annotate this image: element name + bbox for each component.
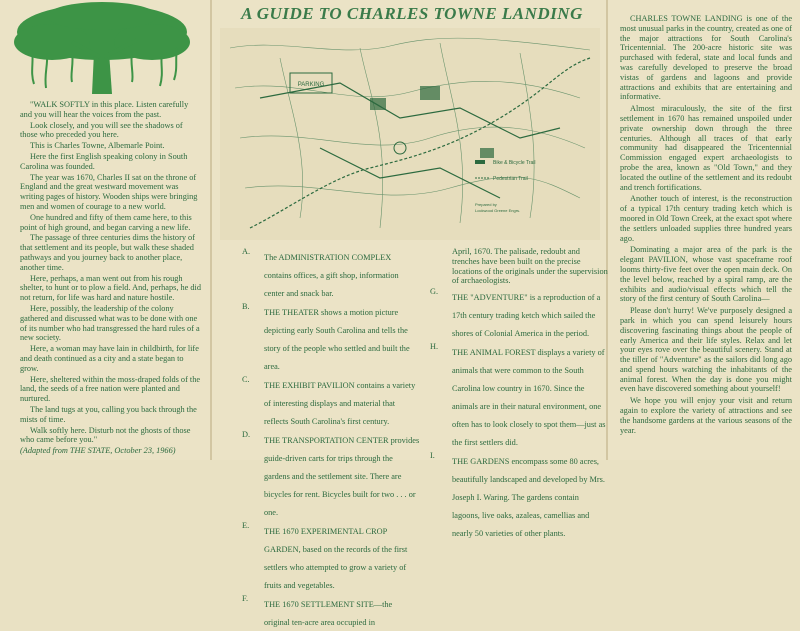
- right-panel: [608, 0, 800, 460]
- left-paragraph: Here, sheltered within the moss-draped folds of the land, the seeds of a free nation were planted and nurtured.: [20, 374, 201, 404]
- right-paragraph: We hope you will enjoy your visit and return again to explore the variety of attractions and see the handsome gardens at the various seasons of the year.: [620, 396, 792, 435]
- left-paragraph: The land tugs at you, calling you back through the mists of time.: [20, 404, 197, 424]
- item-text: The ADMINISTRATION COMPLEX contains offices, a gift shop, information center and snack bar.: [264, 253, 399, 298]
- oak-tree-icon: [12, 2, 192, 94]
- guide-title: A GUIDE TO CHARLES TOWNE LANDING: [241, 4, 583, 23]
- list-item: [430, 451, 608, 541]
- list-item: [242, 375, 420, 429]
- item-letter: F.: [242, 594, 249, 603]
- item-text: THE TRANSPORTATION CENTER provides guide-driven carts for trips through the gardens and the settlement site. There are bicycles for rent. Bicycles built for two . . . or one.: [264, 436, 420, 517]
- list-item: [242, 247, 420, 301]
- item-letter: C.: [242, 375, 250, 384]
- item-continuation: April, 1670. The palisade, redoubt and trenches have been built on the precise locations of the originals under the supervision of archaeologists.: [452, 247, 608, 286]
- item-letter: E.: [242, 521, 250, 530]
- left-text: [20, 100, 202, 456]
- left-paragraph: Here the first English speaking colony in South Carolina was founded.: [20, 151, 188, 171]
- left-panel: [0, 0, 210, 460]
- right-paragraph: Another touch of interest, is the reconstruction of a typical 17th century trading ketch which is moored in Old Town Creek, at the exact spot where the settlers unloaded supplies three hundred years ago.: [620, 194, 792, 243]
- left-paragraph: One hundred and fifty of them came here, to this point of high ground, and began carving a new life.: [20, 212, 192, 232]
- park-map: [220, 28, 600, 240]
- item-letter: B.: [242, 302, 250, 311]
- list-item: [242, 430, 420, 520]
- left-paragraph: Here, possibly, the leadership of the colony gathered and discussed what was to be done with one of its number who had transgressed the hard rules of a new society.: [20, 303, 200, 343]
- item-text: THE EXHIBIT PAVILION contains a variety of interesting displays and material that reflects South Carolina's first century.: [264, 381, 416, 426]
- right-paragraph: CHARLES TOWNE LANDING is one of the most unusual parks in the country, created as one of the major attractions for South Carolina's Tricentennial. The 200-acre historic site was purchased with federal, state and local funds and was carefully developed to preserve the broad vistas of gardens and lagoons and provide attractions and exhibits that are entertaining and informative.: [620, 14, 792, 102]
- left-paragraph: Look closely, and you will see the shadows of those who preceded you here.: [20, 120, 183, 140]
- item-text: THE ANIMAL FOREST displays a variety of animals that were common to the South Carolina low country in 1670. Since the animals are in their natural environment, one often has to look closely to spot them—just as the first settlers did.: [452, 348, 606, 448]
- map-credit: Prepared by: [475, 202, 497, 207]
- item-letter: D.: [242, 430, 251, 439]
- map-credit: Lockwood Greene Engrs.: [475, 208, 521, 213]
- list-item: [430, 287, 608, 341]
- list-item: [242, 521, 420, 593]
- map-legend-pedestrian: Pedestrian Trail: [493, 176, 528, 182]
- item-text: THE GARDENS encompass some 80 acres, beautifully landscaped and developed by Mrs. Joseph I. Waring. The gardens contain lagoons, live oaks, azaleas, camellias and nearly 50 varieties of other plants.: [452, 457, 605, 539]
- map-parking-label: PARKING: [297, 82, 325, 88]
- item-text: THE 1670 SETTLEMENT SITE—the original ten-acre area occupied in: [264, 600, 393, 627]
- attractions-list-2: [430, 247, 608, 542]
- item-letter: H.: [430, 342, 439, 352]
- item-text: THE THEATER shows a motion picture depicting early South Carolina and tells the story of the people who settled and built the area.: [264, 308, 410, 371]
- item-letter: G.: [430, 287, 439, 297]
- attractions-list-1: [242, 247, 420, 631]
- left-paragraph: Here, perhaps, a man went out from his rough shelter, to hunt or to plow a field. And, perhaps, he did not return, for life was hard and nature hostile.: [20, 273, 202, 303]
- item-letter: A.: [242, 247, 251, 256]
- list-item: [430, 342, 608, 450]
- left-paragraph: Here, a woman may have lain in childbirth, for life and death continued as a city and a state began to grow.: [20, 344, 199, 373]
- item-text: THE 1670 EXPERIMENTAL CROP GARDEN, based on the records of the first settlers who attempted to grow a variety of fruits and vegetables.: [264, 527, 408, 590]
- left-paragraph: The year was 1670, Charles II sat on the throne of England and the great westward movement was writing pages of history. Wooden ships were bringing men and women of courage to a new world.: [20, 172, 198, 211]
- right-paragraph: Please don't hurry! We've purposely designed a park in which you can spend leisurely hours discovering fascinating things about the people of early America and their life styles. Relax and let your eyes rove over the beautiful scenery. Stand at the tiller of "Adventure" as the sailors did long ago and spend hours watching the inhabitants of the animal forest. When the day is done you might even have discovered something about yourself!: [620, 306, 792, 394]
- attribution: (Adapted from THE STATE, October 23, 1966): [20, 446, 176, 456]
- item-letter: I.: [430, 451, 435, 461]
- left-paragraph: The passage of three centuries dims the history of that settlement and its people, but walk these shaded pathways and you journey back to another place, another time.: [20, 233, 195, 272]
- list-item: [242, 594, 420, 630]
- left-paragraph: Walk softly here. Disturb not the ghosts of those who came before you.": [20, 425, 191, 445]
- left-paragraph: This is Charles Towne, Albemarle Point.: [30, 141, 165, 151]
- middle-panel: [212, 0, 608, 627]
- right-paragraph: Dominating a major area of the park is the elegant PAVILION, whose vast spaceframe roof looms thirty-five feet over the open main deck. On the level below, reached by a spiral ramp, are the exhibits and audio/visual effects which tell the story of the first century of South Carolina—: [620, 245, 792, 304]
- list-item: [242, 302, 420, 374]
- item-text: THE "ADVENTURE" is a reproduction of a 17th century trading ketch which sailed the shores of Colonial America in the period.: [452, 293, 601, 339]
- left-paragraph: "WALK SOFTLY in this place. Listen carefully and you will hear the voices from the past.: [20, 100, 189, 119]
- map-legend-bike: Bike & Bicycle Trail: [493, 160, 536, 166]
- right-paragraph: Almost miraculously, the site of the first settlement in 1670 has remained unspoiled under private ownership down through the three centuries. Although all traces of that early community had disappeared the Tricentennial Commission engaged expert archaeologists to probe the area, known as "Old Town," and they located the outline of the settlement and its redoubt and trench fortifications.: [620, 104, 792, 192]
